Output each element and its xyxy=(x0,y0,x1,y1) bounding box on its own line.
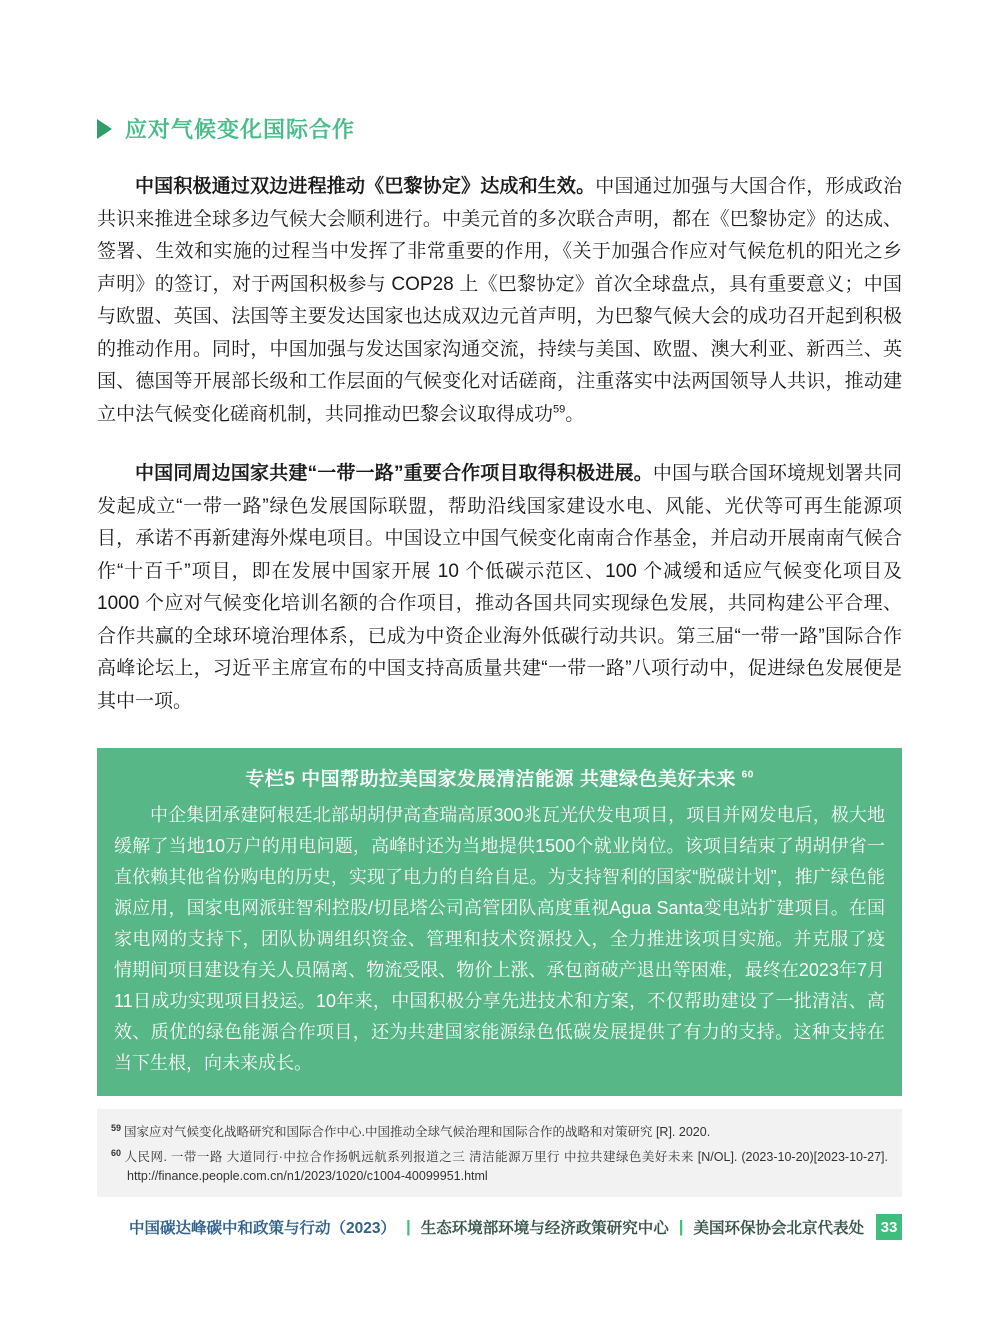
section-heading xyxy=(97,113,902,144)
footnote-reference-60: 60 xyxy=(741,769,754,781)
section-title: 应对气候变化国际合作 xyxy=(125,117,356,142)
footnote-number: 60 xyxy=(111,1148,122,1159)
paragraph-lead: 中国同周边国家共建“一带一路”重要合作项目取得积极进展。 xyxy=(135,463,653,484)
page-number-badge: 33 xyxy=(876,1214,902,1240)
paragraph-bilateral-paris-agreement xyxy=(97,171,902,431)
footnote-text: 人民网. 一带一路 大道同行·中拉合作扬帆远航系列报道之三 清洁能源万里行 中拉共建绿色美好未来 [N/OL]. (2023-10-20)[2023-10-27]. http://finance.people.com.cn/n1/2023/1020/c1004-40099951.html xyxy=(124,1150,888,1184)
paragraph-lead: 中国积极通过双边进程推动《巴黎协定》达成和生效。 xyxy=(135,176,596,197)
footer-org-policy-center: 生态环境部环境与经济政策研究中心 xyxy=(420,1220,669,1238)
document-page xyxy=(0,113,992,1240)
paragraph-body: 中国与联合国环境规划署共同发起成立“一带一路”绿色发展国际联盟，帮助沿线国家建设水电、风能、光伏等可再生能源项目，承诺不再新建海外煤电项目。中国设立中国气候变化南南合作基金，并启动开展南南气候合作“十百千”项目，即在发展中国家开展 10 个低碳示范区、100 个减缓和适应气候变化项目及 1000 个应对气候变化培训名额的合作项目，推动各国共同实现绿色发展，共同构建公平合理、合作共赢的全球环境治理体系，已成为中资企业海外低碳行动共识。第三届“一带一路”国际合作高峰论坛上，习近平主席宣布的中国支持高质量共建“一带一路”八项行动中，促进绿色发展便是其中一项。 xyxy=(97,463,902,712)
footnote-text: 国家应对气候变化战略研究和国际合作中心.中国推动全球气候治理和国际合作的战略和对策研究 [R]. 2020. xyxy=(124,1125,711,1140)
paragraph-body: 中国通过加强与大国合作，形成政治共识来推进全球多边气候大会顺利进行。中美元首的多次联合声明，都在《巴黎协定》的达成、签署、生效和实施的过程当中发挥了非常重要的作用，《关于加强合作应对气候危机的阳光之乡声明》的签订，对于两国积极参与 COP28 上《巴黎协定》首次全球盘点，具有重要意义；中国与欧盟、英国、法国等主要发达国家也达成双边元首声明，为巴黎气候大会的成功召开起到积极的推动作用。同时，中国加强与发达国家沟通交流，持续与美国、欧盟、澳大利亚、新西兰、英国、德国等开展部长级和工作层面的气候变化对话磋商，注重落实中法两国领导人共识，推动建立中法气候变化磋商机制，共同推动巴黎会议取得成功 xyxy=(97,176,902,425)
callout-body: 中企集团承建阿根廷北部胡胡伊高查瑞高原300兆瓦光伏发电项目，项目并网发电后，极大地缓解了当地10万户的用电问题，高峰时还为当地提供1500个就业岗位。该项目结束了胡胡伊省一直依赖其他省份购电的历史，实现了电力的自给自足。为支持智利的国家“脱碳计划”，推广绿色能源应用，国家电网派驻智利控股/切昆塔公司高管团队高度重视Agua Santa变电站扩建项目。在国家电网的支持下，团队协调组织资金、管理和技术资源投入，全力推进该项目实施。并克服了疫情期间项目建设有关人员隔离、物流受限、物价上涨、承包商破产退出等困难，最终在2023年7月11日成功实现项目投运。10年来，中国积极分享先进技术和方案，不仅帮助建设了一批清洁、高效、质优的绿色能源合作项目，还为共建国家能源绿色低碳发展提供了有力的支持。这种支持在当下生根，向未来成长。 xyxy=(114,805,885,1073)
triangle-bullet-icon xyxy=(97,119,112,139)
callout-box-column5 xyxy=(97,748,902,1096)
footer-org-edf-beijing: 美国环保协会北京代表处 xyxy=(693,1220,864,1238)
footer-report-title: 中国碳达峰碳中和政策与行动（2023） xyxy=(128,1220,396,1238)
footnote-number: 59 xyxy=(111,1123,122,1133)
page-footer xyxy=(97,1214,902,1240)
footnote-item xyxy=(111,1144,888,1186)
paragraph-closing: 。 xyxy=(565,403,585,425)
paragraph-belt-and-road xyxy=(97,458,902,718)
callout-title-text: 专栏5 中国帮助拉美国家发展清洁能源 共建绿色美好未来 xyxy=(245,769,736,790)
footnote-reference-59: 59 xyxy=(553,403,566,416)
footnotes-section xyxy=(97,1109,902,1197)
footer-separator: | xyxy=(678,1217,684,1237)
callout-title xyxy=(114,764,885,791)
footnote-item xyxy=(111,1119,888,1142)
footer-separator: | xyxy=(405,1217,411,1237)
